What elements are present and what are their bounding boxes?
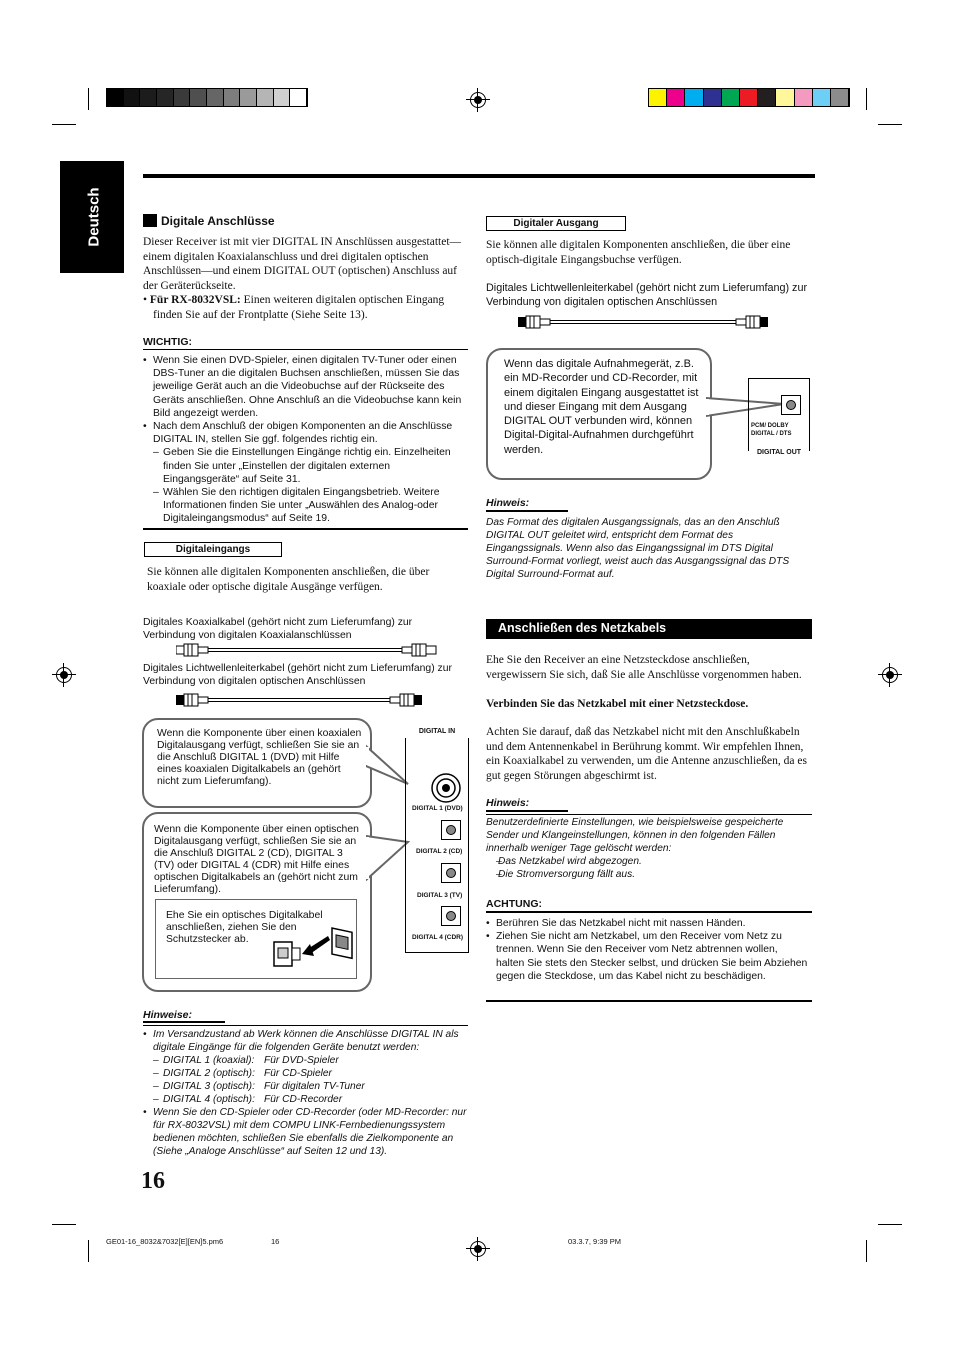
crop-mark: [878, 1224, 902, 1225]
crop-mark: [52, 1224, 76, 1225]
netz-text-1: Ehe Sie den Receiver an eine Netzsteckdose anschließen, vergewissern Sie sich, daß Sie alle Anschlüsse vorgenommen haben.: [486, 654, 802, 681]
footer-file: GE01-16_8032&7032[E][EN]5.pm6: [106, 1237, 224, 1246]
netz-title: Anschließen des Netzkabels: [498, 621, 667, 635]
right-optical-caption: Digitales Lichtwellenleiterkabel (gehört nicht zum Lieferumfang) zur Verbindung von digitalen optischen Anschlüssen: [486, 282, 808, 308]
crop-mark: [866, 1240, 867, 1262]
color-swatch: [174, 89, 191, 106]
netz-bold: Verbinden Sie das Netzkabel mit einer Netzsteckdose.: [486, 698, 749, 710]
out-jack-label: PCM/ DOLBY DIGITAL / DTS: [751, 423, 792, 437]
section-title: Digitale Anschlüsse: [143, 214, 275, 228]
language-tab: [60, 161, 124, 273]
hinweise-list: • Im Versandzustand ab Werk können die Anschlüsse DIGITAL IN als digitale Eingänge für die folgenden Geräte benutzt werden: – DIGITAL 1 (koaxial): Für DVD-Spieler – DIGITAL 2 (optisch): Für CD-Spieler – DIGITAL 3 (optisch): Für digitalen TV-Tuner – DIGITAL 4 (optisch): Für CD-Recorder • Wenn Sie den CD-Spieler oder CD-Recorder (oder MD-Recorder: nur für RX-8032VSL) mit dem COMPU LINK-Fernbedienungssystem bedienen möchten, schließen Sie ebenfalls die Zielkomponente an (Siehe „Analoge Anschlüsse“ auf Seiten 12 und 13).: [143, 1028, 468, 1158]
color-swatch: [649, 89, 667, 106]
protective-cap-note: Ehe Sie ein optisches Digitalkabel anschließen, ziehen Sie den Schutzstecker ab.: [155, 899, 357, 979]
crop-mark: [866, 88, 867, 110]
color-swatch: [290, 89, 307, 106]
protective-cap-icon: [266, 910, 356, 976]
achtung-list: • Berühren Sie das Netzkabel nicht mit nassen Händen. • Ziehen Sie nicht am Netzkabel, um den Receiver vom Netz zu trennen. Wenn Sie den Receiver vom Netz abtrennen wollen, halten Sie stets den Stecker selbst, und drücken Sie beim Abziehen gegen die Steckdose, um das Kabel nicht zu beschädigen.: [486, 917, 808, 983]
hinweise-row-input: DIGITAL 2 (optisch):: [163, 1068, 255, 1079]
registration-mark: [56, 667, 72, 683]
wichtig-list: • Wenn Sie einen DVD-Spieler, einen digitalen TV-Tuner oder einen DBS-Tuner an die digitalen Buchsen anschließen, müssen Sie das jeweilige Gerät auch an die Videobuchse auf der Rückseite des Geräts anschließen. Ohne Anschluß an die Videobuchse kann kein Bild angezeigt werden. • Nach dem Anschluß der obigen Komponenten an die Anschlüsse DIGITAL IN, stellen Sie ggf. folgendes richtig ein. – Geben Sie die Einstellungen Eingänge richtig ein. Einzelheiten finden Sie unter „Einstellen der digitalen externen Eingangsgeräte“ auf Seite 31. – Wählen Sie den richtigen digitalen Eingangsbetrieb. Weitere Informationen finden Sie unter „Auswählen des Analog-oder Digitaleingangsmodus“ auf Seite 19.: [143, 354, 465, 526]
wichtig-title: WICHTIG:: [143, 336, 192, 348]
digital-out-panel: [748, 378, 810, 456]
digitaleingangs-text: Sie können alle digitalen Komponenten anschließen, die über koaxiale oder optische digitale Ausgänge verfügen.: [147, 566, 430, 593]
rx-note: • Für RX-8032VSL: Einen weiteren digitalen optischen Eingang finden Sie auf der Frontplatte (Siehe Seite 13).: [143, 294, 445, 321]
optical-jack: [441, 863, 461, 883]
optical-jack: [441, 820, 461, 840]
hinweise-row: [143, 1080, 468, 1093]
hinweis-title: Hinweis:: [486, 497, 530, 509]
registration-mark: [882, 667, 898, 683]
color-swatch: [831, 89, 849, 106]
intro-text: Dieser Receiver ist mit vier DIGITAL IN Anschlüssen ausgestattet—einem digitalen Koaxialanschluss und drei digitalen optischen Anschlüssen—und einem DIGITAL OUT (optischen) Anschluss auf der Geräterückseite. • Für RX-8032VSL: Einen weiteren digitalen optischen Eingang finden Sie auf der Frontplatte (Siehe Seite 13).: [143, 236, 462, 321]
hinweise-row: [143, 1093, 468, 1106]
color-swatch: [190, 89, 207, 106]
color-swatch: [240, 89, 257, 106]
optical-callout: Wenn die Komponente über einen optischen Digitalausgang verfügt, schließen Sie sie an die Anschluß DIGITAL 2 (CD), DIGITAL 3 (TV) oder DIGITAL 4 (CDR) mit Hilfe eines optischen Digitalkabels an (gehört nicht zum Lieferumfang). Ehe Sie ein optisches Digitalkabel anschließen, ziehen Sie den Schutzstecker ab.: [142, 812, 372, 992]
hinweise-row-device: Für CD-Spieler: [264, 1068, 332, 1079]
coax-jack: [430, 772, 462, 804]
color-swatch: [795, 89, 813, 106]
color-swatch: [813, 89, 831, 106]
crop-mark: [878, 124, 902, 125]
color-swatch: [257, 89, 274, 106]
divider: [143, 528, 468, 530]
hinweise-row-device: Für CD-Recorder: [264, 1094, 343, 1105]
ausgang-label: Digitaler Ausgang: [486, 216, 626, 231]
crop-mark: [88, 1240, 89, 1262]
hinweise-row-device: Für digitalen TV-Tuner: [264, 1081, 365, 1092]
color-swatch: [776, 89, 794, 106]
hinweise-row-input: DIGITAL 3 (optisch):: [163, 1081, 255, 1092]
optical-jack: [441, 906, 461, 926]
footer-page: 16: [271, 1237, 280, 1246]
page-number: 16: [141, 1168, 165, 1194]
jack-label-2: DIGITAL 2 (CD): [416, 848, 463, 855]
digital-out-callout: Wenn das digitale Aufnahmegerät, z.B. ein MD-Recorder und CD-Recorder, mit einem digitalen Eingang ausgestattet ist und dieser Eingang mit dem Ausgang DIGITAL OUT verbunden wird, können Digital-Digital-Aufnahmen durchgeführt werden.: [486, 348, 712, 480]
right-optical-cable-illustration: [518, 314, 780, 330]
color-strip: [648, 88, 850, 107]
color-swatch: [207, 89, 224, 106]
hinweise-row: [143, 1067, 468, 1080]
divider: [486, 810, 568, 812]
registration-mark: [470, 92, 486, 108]
digital-in-title: DIGITAL IN: [406, 728, 468, 735]
crop-mark: [52, 124, 76, 125]
ausgang-text: Sie können alle digitalen Komponenten anschließen, die über eine optisch-digitale Eingangsbuchse verfügen.: [486, 239, 791, 266]
digitaleingangs-label: Digitaleingangs: [144, 542, 282, 557]
netz-title-bar: [486, 619, 812, 639]
top-rule: [143, 174, 815, 178]
hinweise-title: Hinweise:: [143, 1009, 193, 1021]
color-swatch: [667, 89, 685, 106]
coax-cable-caption: Digitales Koaxialkabel (gehört nicht zum Lieferumfang) zur Verbindung von digitalen Koaxialanschlüssen: [143, 617, 413, 642]
grayscale-strip: [106, 88, 308, 107]
divider: [486, 510, 568, 512]
registration-mark: [470, 1241, 486, 1257]
section-square-icon: [143, 214, 157, 227]
divider: [143, 349, 468, 350]
hinweis-text: Das Format des digitalen Ausgangssignals, das an den Anschluß DIGITAL OUT geleitet wird, entspricht dem Format des Eingangssignals. Wenn also das Eingangssignal im DTS Digital Surround-Format vorliegt, weist auch das Ausgangssignal das DTS Digital Surround-Format auf.: [486, 517, 790, 580]
language-tab-label: Deutsch: [85, 187, 103, 247]
color-swatch: [704, 89, 722, 106]
optical-jack: [781, 395, 801, 415]
coax-cable-illustration: [176, 642, 446, 658]
divider: [486, 911, 812, 913]
hinweise-row-device: Für DVD-Spieler: [264, 1055, 339, 1066]
color-swatch: [107, 89, 124, 106]
color-swatch: [685, 89, 703, 106]
divider: [143, 1025, 468, 1026]
crop-mark: [88, 88, 89, 110]
callout-pointer: [366, 740, 410, 790]
digital-in-panel: [405, 728, 469, 953]
color-swatch: [157, 89, 174, 106]
optical-cable-illustration: [176, 692, 436, 708]
hinweise-row-input: DIGITAL 4 (optisch):: [163, 1094, 255, 1105]
divider: [143, 1021, 225, 1023]
color-swatch: [140, 89, 157, 106]
digital-out-title: DIGITAL OUT: [749, 449, 809, 456]
callout-pointer: [366, 820, 410, 890]
hinweis2-title: Hinweis:: [486, 797, 530, 809]
netz-text-2: Achten Sie darauf, daß das Netzkabel nicht mit den Anschlußkabeln und dem Antennenkabel in Berührung kommt. Wir empfehlen Ihnen, ein Koaxialkabel zu verwenden, um die Antenne anzuschließen, da es gut gegen Störungen abgeschirmt ist.: [486, 726, 807, 782]
color-swatch: [224, 89, 241, 106]
footer-date: 03.3.7, 9:39 PM: [568, 1237, 621, 1246]
color-swatch: [274, 89, 291, 106]
hinweis2-text: Benutzerdefinierte Einstellungen, wie beispielsweise gespeicherte Sender und Klangeinstellungen, können in den folgenden Fällen innerhalb weniger Tage gelöscht werden: – Das Netzkabel wird abgezogen. – Die Stromversorgung fällt aus.: [486, 816, 812, 881]
color-swatch: [124, 89, 141, 106]
optical-cable-caption: Digitales Lichtwellenleiterkabel (gehört nicht zum Lieferumfang) zur Verbindung von digitalen optischen Anschlüssen: [143, 663, 452, 688]
hinweise-row: [143, 1054, 468, 1067]
jack-label-1: DIGITAL 1 (DVD): [412, 805, 463, 812]
divider: [486, 1000, 812, 1002]
jack-label-4: DIGITAL 4 (CDR): [412, 934, 464, 941]
divider: [486, 814, 812, 815]
jack-label-3: DIGITAL 3 (TV): [417, 892, 463, 899]
color-swatch: [722, 89, 740, 106]
color-swatch: [740, 89, 758, 106]
hinweise-row-input: DIGITAL 1 (koaxial):: [163, 1055, 255, 1066]
color-swatch: [758, 89, 776, 106]
coax-callout: Wenn die Komponente über einen koaxialen Digitalausgang verfügt, schließen Sie sie an die Anschluß DIGITAL 1 (DVD) mit Hilfe eines koaxialen Digitalkabels an (gehört nicht zum Lieferumfang).: [142, 718, 372, 808]
achtung-title: ACHTUNG:: [486, 898, 542, 910]
